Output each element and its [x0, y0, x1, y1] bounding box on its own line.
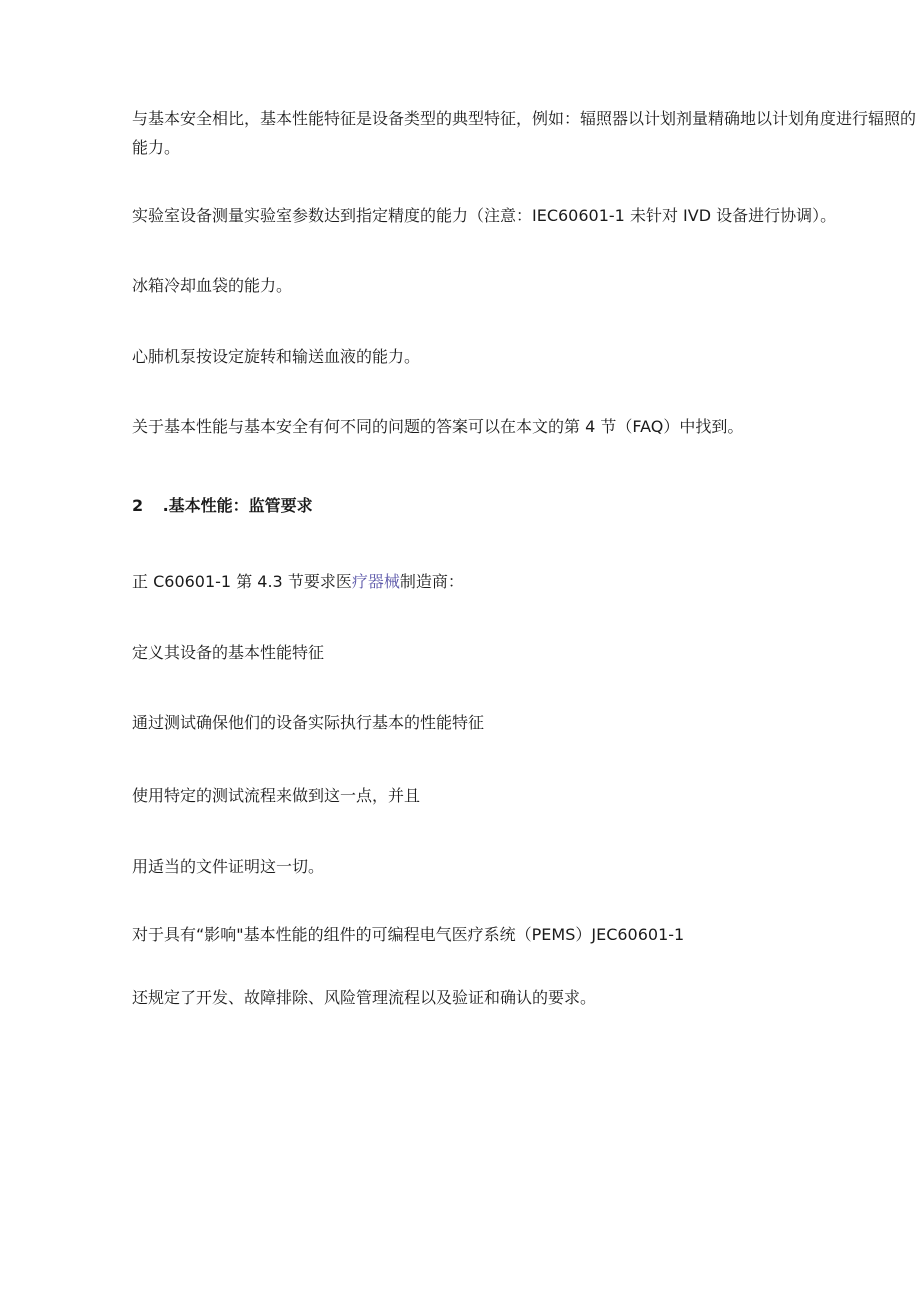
paragraph-lab-equipment: 实验室设备测量实验室参数达到指定精度的能力（注意：IEC60601-1 未针对 IVD 设备进行协调）。	[132, 206, 837, 225]
paragraph-manufacturer-requirement	[132, 567, 464, 596]
requirement-text-before: 正 C60601-1 第 4.3 节要求医	[132, 572, 352, 591]
requirement-item-process: 使用特定的测试流程来做到这一点，并且	[132, 786, 421, 805]
section-number: 2	[132, 496, 144, 515]
paragraph-faq-reference: 关于基本性能与基本安全有何不同的问题的答案可以在本文的第 4 节（FAQ）中找到。	[132, 417, 744, 436]
medical-device-link[interactable]: 疗器械	[351, 572, 400, 591]
paragraph-pems: 对于具有“影响"基本性能的组件的可编程电气医疗系统（PEMS）JEC60601-1	[132, 925, 685, 944]
paragraph-heart-lung-machine: 心肺机泵按设定旋转和输送血液的能力。	[132, 347, 421, 366]
requirement-text-after: 制造商：	[399, 572, 464, 591]
section-heading	[132, 491, 313, 520]
requirement-item-test: 通过测试确保他们的设备实际执行基本的性能特征	[132, 713, 485, 732]
requirement-item-define: 定义其设备的基本性能特征	[132, 643, 325, 662]
requirement-item-document: 用适当的文件证明这一切。	[132, 857, 325, 876]
section-title: .基本性能：监管要求	[162, 496, 313, 515]
paragraph-irradiator-example: 与基本安全相比，基本性能特征是设备类型的典型特征，例如：辐照器以计划剂量精确地以计划角度进行辐照的能力。	[132, 109, 917, 157]
paragraph-development-requirements: 还规定了开发、故障排除、风险管理流程以及验证和确认的要求。	[132, 988, 597, 1007]
paragraph-refrigerator: 冰箱冷却血袋的能力。	[132, 276, 293, 295]
